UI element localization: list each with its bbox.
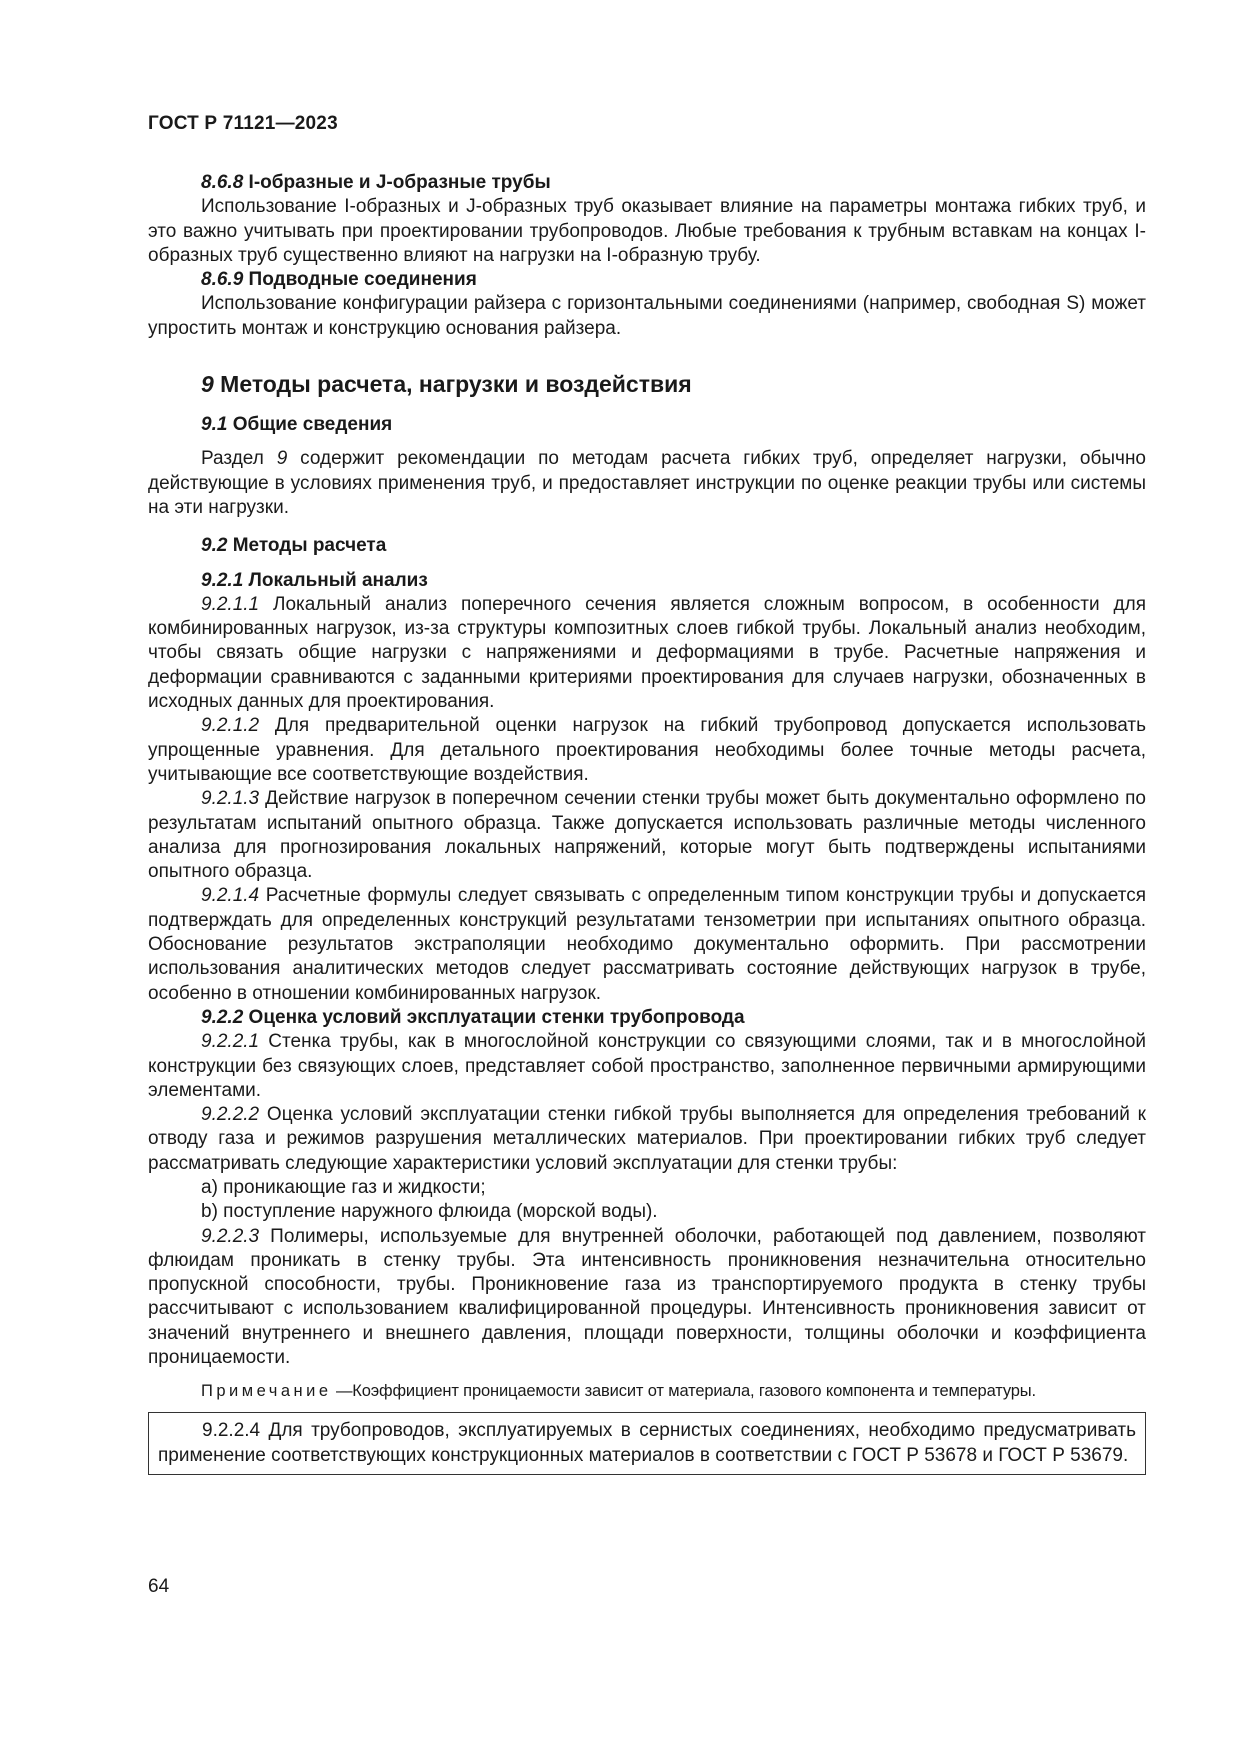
paragraph-9-2-2-4: 9.2.2.4 Для трубопроводов, эксплуатируемых в сернистых соединениях, необходимо предусматривать применение соответствующих конструкционных материалов в соответствии с ГОСТ Р 53678 и ГОСТ Р 53679. — [158, 1420, 1136, 1466]
list-item: b) поступление наружного флюида (морской воды). — [201, 1201, 658, 1223]
note-text: —Коэффициент проницаемости зависит от материала, газового компонента и температуры. — [331, 1382, 1036, 1401]
heading-9-2: 9.2 Методы расчета — [201, 535, 387, 557]
heading-8-6-8: 8.6.8 I-образные и J-образные трубы — [201, 172, 551, 193]
paragraph-8-6-8: Использование I-образных и J-образных труб оказывает влияние на параметры монтажа гибких труб, и это важно учитывать при проектировании трубопроводов. Любые требования к трубным вставкам на концах I-образных труб существенно влияют на нагрузки на I-образную трубу. — [148, 196, 1146, 266]
paragraph-9-2-2-3: 9.2.2.3 Полимеры, используемые для внутренней оболочки, работающей под давлением, позволяют флюидам проникать в стенку трубы. Эта интенсивность проникновения незначительна относительно пропускной способности, трубы. Проникновение газа из транспортируемого продукта в стенку трубы рассчитывают с использованием квалифицированной процедуры. Интенсивность проникновения зависит от значений внутреннего и внешнего давления, площади поверхности, толщины оболочки и коэффициента проницаемости. — [148, 1225, 1146, 1369]
list-item: а) проникающие газ и жидкости; — [201, 1176, 486, 1198]
paragraph-9-2-1-2: 9.2.1.2 Для предварительной оценки нагрузок на гибкий трубопровод допускается использовать упрощенные уравнения. Для детального проектирования необходимы более точные методы расчета, учитывающие все соответствующие воздействия. — [148, 715, 1146, 785]
note-label: Примечание — [201, 1382, 332, 1401]
paragraph-9-1: Раздел 9 содержит рекомендации по методам расчета гибких труб, определяет нагрузки, обычно действующие в условиях применения труб, и предоставляет инструкции по оценке реакции трубы или системы на эти нагрузки. — [148, 448, 1146, 518]
heading-9-1: 9.1 Общие сведения — [201, 414, 393, 436]
document-code-header: ГОСТ Р 71121—2023 — [148, 113, 338, 134]
page-number: 64 — [148, 1576, 170, 1597]
paragraph-9-2-2-2: 9.2.2.2 Оценка условий эксплуатации стенки гибкой трубы выполняется для определения требований к отводу газа и режимов разрушения металлических материалов. При проектировании гибких труб следует рассматривать следующие характеристики условий эксплуатации для стенки трубы: — [148, 1104, 1146, 1174]
heading-8-6-9: 8.6.9 Подводные соединения — [201, 269, 477, 291]
heading-9-2-1: 9.2.1 Локальный анализ — [201, 569, 428, 591]
paragraph-9-2-1-4: 9.2.1.4 Расчетные формулы следует связывать с определенным типом конструкции трубы и допускается подтверждать для определенных конструкций результатами тензометрии при испытаниях опытного образца. Обоснование результатов экстраполяции необходимо документально оформить. При рассмотрении использования аналитических методов следует рассматривать состояние действующих нагрузок в трубе, особенно в отношении комбинированных нагрузок. — [148, 885, 1146, 1004]
section-heading-9: 9 Методы расчета, нагрузки и воздействия — [201, 371, 692, 398]
paragraph-9-2-1-3: 9.2.1.3 Действие нагрузок в поперечном сечении стенки трубы может быть документально оформлено по результатам испытаний опытного образца. Также допускается использовать различные методы численного анализа для прогнозирования локальных напряжений, которые могут быть подтверждены испытаниями опытного образца. — [148, 788, 1146, 883]
paragraph-8-6-9: Использование конфигурации райзера с горизонтальными соединениями (например, свободная S) может упростить монтаж и конструкцию основания райзера. — [148, 293, 1146, 339]
boxed-clause-9-2-2-4 — [148, 1412, 1146, 1475]
note — [201, 1380, 1146, 1402]
paragraph-9-2-2-1: 9.2.2.1 Стенка трубы, как в многослойной конструкции со связующими слоями, так и в многослойной конструкции без связующих слоев, представляет собой пространство, заполненное первичными армирующими элементами. — [148, 1031, 1146, 1101]
heading-9-2-2: 9.2.2 Оценка условий эксплуатации стенки трубопровода — [201, 1006, 745, 1028]
page-content — [148, 171, 1146, 1475]
paragraph-9-2-1-1: 9.2.1.1 Локальный анализ поперечного сечения является сложным вопросом, в особенности для комбинированных нагрузок, из-за структуры композитных слоев гибкой трубы. Локальный анализ необходим, чтобы связать общие нагрузки с напряжениями и деформациями в трубе. Расчетные напряжения и деформации сравниваются с заданными критериями проектирования для случаев нагрузки, обозначенных в исходных данных для проектирования. — [148, 593, 1146, 713]
